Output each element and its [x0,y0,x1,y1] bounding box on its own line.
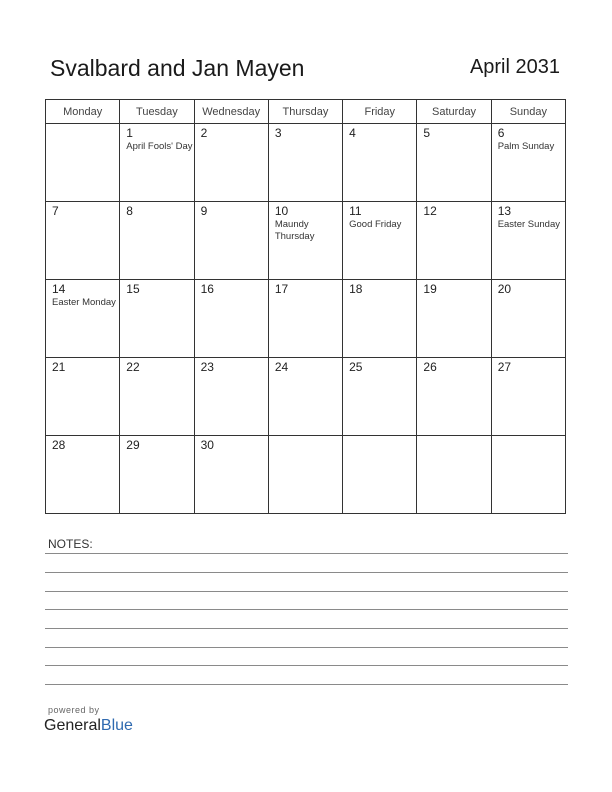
day-cell [491,280,565,358]
day-cell [343,280,417,358]
day-cell [46,202,120,280]
day-cell [343,124,417,202]
day-number: 13 [497,204,512,218]
week-row [46,202,566,280]
day-number: 26 [423,360,437,374]
holiday-label: Maundy Thursday [274,219,315,242]
day-cell [120,280,194,358]
day-number: 15 [126,282,140,296]
day-number: 20 [497,282,512,296]
day-cell [268,202,342,280]
weekday-header: Friday [343,100,417,124]
holiday-label: Easter Monday [52,297,116,308]
note-line [45,609,568,610]
day-number: 21 [52,360,66,374]
weekday-header: Monday [46,100,120,124]
note-line [45,628,568,629]
day-cell [417,358,491,436]
day-cell [194,280,268,358]
day-number: 12 [423,204,437,218]
day-cell [46,124,120,202]
day-number: 5 [423,126,431,140]
day-number: 25 [349,360,363,374]
week-row [46,358,566,436]
calendar-month: April 2031 [469,56,560,78]
day-number: 3 [274,126,282,140]
day-cell [120,358,194,436]
brand-name-main: General [44,717,101,734]
day-cell [194,202,268,280]
weekday-header: Saturday [417,100,491,124]
day-cell [268,436,342,514]
day-number: 19 [423,282,437,296]
day-number: 30 [200,438,214,452]
day-number: 24 [274,360,289,374]
day-cell [417,280,491,358]
day-cell [194,124,268,202]
note-line [45,553,568,554]
holiday-label: Easter Sunday [497,219,561,230]
day-number: 11 [349,204,362,218]
note-line [45,591,568,592]
brand-logo [44,717,133,735]
day-number: 23 [200,360,214,374]
weekday-header: Thursday [268,100,342,124]
day-cell [46,358,120,436]
day-cell [120,202,194,280]
day-cell [268,358,342,436]
day-number: 17 [274,282,289,296]
day-cell [417,436,491,514]
day-number: 14 [52,282,66,296]
day-number: 22 [126,360,140,374]
calendar-title: Svalbard and Jan Mayen [50,55,305,81]
weekday-header: Sunday [491,100,565,124]
day-number: 6 [497,126,505,140]
day-number: 29 [126,438,140,452]
day-cell [46,280,120,358]
weekday-header-row [46,100,566,124]
note-line [45,572,568,573]
day-cell [268,280,342,358]
notes-label: NOTES: [48,537,93,551]
note-line [45,684,568,685]
day-number: 2 [200,126,208,140]
day-cell [491,358,565,436]
day-number: 4 [349,126,356,140]
day-number: 10 [274,204,289,218]
week-row [46,280,566,358]
day-cell [120,124,194,202]
note-line [45,647,568,648]
day-cell [343,436,417,514]
day-number: 7 [52,204,59,218]
day-cell [194,436,268,514]
day-cell [491,124,565,202]
brand-name-accent: Blue [100,717,133,734]
powered-by-text: powered by [48,705,100,715]
day-number: 16 [200,282,214,296]
day-cell [417,124,491,202]
day-cell [268,124,342,202]
day-cell [343,358,417,436]
day-number: 8 [126,204,133,218]
weekday-header: Tuesday [120,100,194,124]
calendar-grid [45,99,566,514]
day-cell [194,358,268,436]
day-number: 1 [126,126,133,140]
note-line [45,665,568,666]
day-cell [343,202,417,280]
day-number: 9 [200,204,208,218]
day-number: 27 [497,360,512,374]
week-row [46,124,566,202]
weekday-header: Wednesday [194,100,268,124]
holiday-label: Palm Sunday [497,141,555,152]
day-cell [491,436,565,514]
day-cell [120,436,194,514]
day-number: 18 [349,282,363,296]
week-row [46,436,566,514]
holiday-label: Good Friday [349,219,402,230]
day-number: 28 [52,438,66,452]
day-cell [491,202,565,280]
day-cell [46,436,120,514]
holiday-label: April Fools' Day [126,141,193,152]
day-cell [417,202,491,280]
